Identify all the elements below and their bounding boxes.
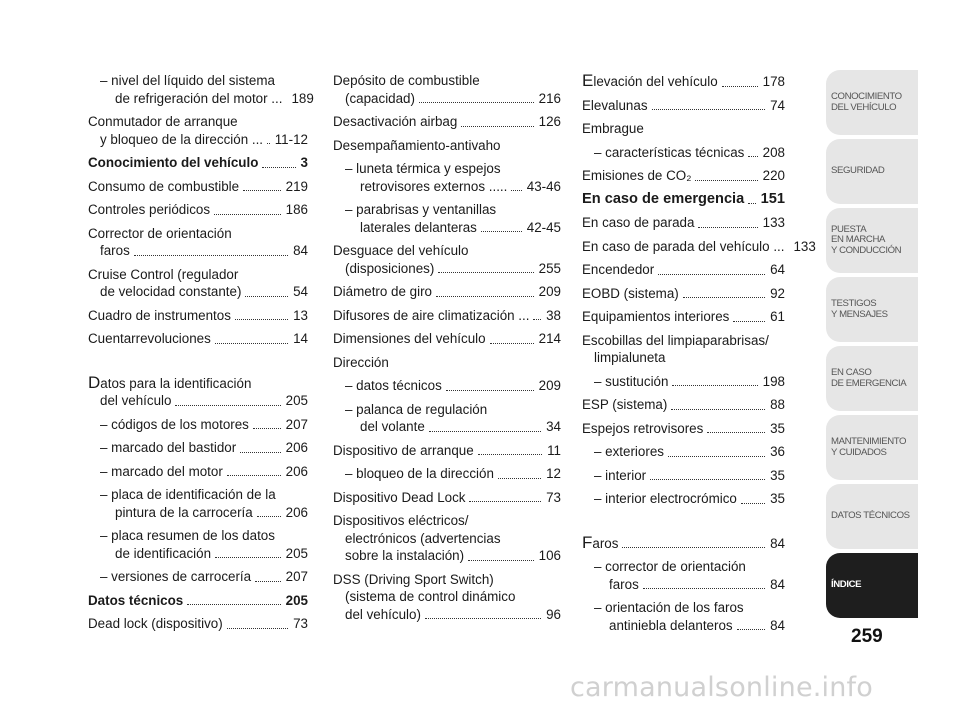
page-ref: 255 bbox=[538, 260, 561, 276]
entry-text: Datos para la identificación bbox=[88, 372, 252, 392]
tab-label: Y MENSAJES bbox=[831, 308, 888, 320]
index-entry bbox=[333, 489, 561, 507]
entry-text: Depósito de combustible bbox=[333, 73, 480, 88]
entry-text: (disposiciones) bbox=[345, 260, 435, 276]
entry-text: – bloqueo de la dirección bbox=[345, 466, 494, 481]
entry-text: Dispositivo Dead Lock bbox=[333, 489, 466, 505]
tab-label: Y CONDUCCIÓN bbox=[831, 244, 902, 256]
page-ref: 208 bbox=[762, 144, 785, 160]
index-entry bbox=[333, 330, 561, 348]
dot-leader bbox=[478, 454, 542, 455]
index-entry bbox=[333, 160, 561, 195]
dot-leader bbox=[215, 557, 281, 558]
page-ref: 126 bbox=[538, 114, 561, 129]
index-entry bbox=[333, 283, 561, 301]
dot-leader bbox=[134, 255, 288, 256]
page-ref: 38 bbox=[546, 307, 561, 323]
entry-text: Espejos retrovisores bbox=[582, 420, 704, 436]
dot-leader bbox=[262, 167, 295, 168]
page-ref: 92 bbox=[770, 285, 785, 301]
index-entry bbox=[582, 443, 785, 461]
entry-text: y bloqueo de la dirección ... bbox=[100, 131, 264, 147]
page-ref: 220 bbox=[762, 168, 785, 183]
page-ref: 219 bbox=[285, 178, 308, 194]
entry-text: ESP (sistema) bbox=[582, 397, 668, 412]
dot-leader bbox=[671, 409, 765, 410]
index-entry bbox=[582, 420, 785, 438]
index-entry bbox=[88, 201, 308, 219]
page-ref: 11 bbox=[547, 442, 561, 458]
dot-leader bbox=[243, 190, 281, 191]
entry-text: Cruise Control (regulador bbox=[88, 266, 239, 282]
index-entry bbox=[333, 465, 561, 483]
index-entry bbox=[582, 72, 785, 91]
index-entry bbox=[333, 354, 561, 372]
index-entry bbox=[88, 225, 308, 260]
index-entry bbox=[333, 512, 561, 565]
entry-text: – luneta térmica y espejos bbox=[345, 161, 501, 176]
entry-text: Difusores de aire climatización ... bbox=[333, 307, 530, 323]
page-ref: 133 bbox=[762, 215, 785, 230]
section-gap bbox=[88, 354, 308, 374]
page-ref: 216 bbox=[538, 90, 561, 106]
index-entry bbox=[88, 592, 308, 610]
dot-leader bbox=[227, 475, 281, 476]
entry-text: – placa de identificación de la bbox=[100, 487, 276, 502]
page-ref: 54 bbox=[293, 284, 308, 299]
entry-text: En caso de parada del vehículo ... bbox=[582, 238, 785, 254]
dot-leader bbox=[695, 180, 757, 181]
dot-leader bbox=[235, 319, 288, 320]
dot-leader bbox=[748, 156, 757, 157]
index-entry bbox=[88, 486, 308, 521]
page-ref: 61 bbox=[770, 309, 785, 324]
tab-label: TESTIGOS bbox=[831, 298, 877, 309]
tab-label: Y CUIDADOS bbox=[831, 446, 887, 458]
entry-text: – exteriores bbox=[594, 444, 664, 459]
entry-text: – parabrisas y ventanillas bbox=[345, 202, 497, 217]
entry-text: retrovisores externos ..... bbox=[360, 178, 508, 194]
index-column-1 bbox=[88, 72, 314, 639]
index-entry bbox=[333, 201, 561, 236]
dot-leader bbox=[255, 581, 281, 582]
entry-text: sobre la instalación) bbox=[345, 548, 465, 563]
tab-índice[interactable] bbox=[826, 553, 918, 618]
index-entry bbox=[88, 266, 308, 301]
dot-leader bbox=[240, 452, 280, 453]
entry-text: Elevación del vehículo bbox=[582, 71, 718, 90]
index-entry bbox=[88, 416, 308, 434]
watermark: carmanualsonline.info bbox=[570, 672, 873, 703]
entry-text: – datos técnicos bbox=[345, 378, 442, 393]
page-ref: 178 bbox=[762, 74, 785, 89]
dot-leader bbox=[722, 86, 758, 87]
dot-leader bbox=[187, 604, 280, 605]
dot-leader bbox=[643, 588, 765, 589]
entry-text: – versiones de carrocería bbox=[100, 569, 252, 584]
entry-text: Desempañamiento-antivaho bbox=[333, 137, 501, 153]
page-ref: 207 bbox=[285, 569, 308, 584]
entry-text: de refrigeración del motor ... bbox=[115, 90, 283, 106]
dot-leader bbox=[446, 390, 534, 391]
index-entry bbox=[88, 463, 308, 481]
page-ref: 36 bbox=[770, 444, 785, 459]
dot-leader bbox=[748, 203, 755, 204]
page-ref: 205 bbox=[285, 592, 308, 608]
tab-seguridad[interactable] bbox=[826, 139, 918, 204]
page-ref: 205 bbox=[285, 393, 308, 408]
dot-leader bbox=[698, 227, 757, 228]
dot-leader bbox=[533, 319, 541, 320]
entry-text: Cuadro de instrumentos bbox=[88, 307, 231, 323]
dot-leader bbox=[481, 231, 522, 232]
page-ref: 35 bbox=[770, 491, 785, 506]
index-entry bbox=[88, 527, 308, 562]
index-entry bbox=[582, 308, 785, 326]
index-entry bbox=[88, 113, 308, 148]
index-entry bbox=[582, 558, 785, 593]
index-entry bbox=[333, 401, 561, 436]
index-entry bbox=[333, 571, 561, 624]
page-ref: 84 bbox=[293, 243, 308, 258]
entry-text: del volante bbox=[360, 419, 425, 434]
entry-text: – nivel del líquido del sistema bbox=[100, 73, 275, 88]
index-entry bbox=[582, 490, 785, 508]
dot-leader bbox=[650, 479, 765, 480]
page-ref: 84 bbox=[770, 576, 785, 592]
entry-text: EOBD (sistema) bbox=[582, 285, 679, 301]
entry-text: Datos técnicos bbox=[88, 592, 184, 608]
index-entry bbox=[88, 615, 308, 633]
page-ref: 3 bbox=[300, 155, 308, 170]
index-column-3 bbox=[582, 71, 816, 640]
entry-text: faros bbox=[100, 243, 130, 258]
entry-text: faros bbox=[609, 576, 639, 592]
entry-text: Embrague bbox=[582, 121, 644, 136]
index-entry bbox=[88, 568, 308, 586]
page-ref: 84 bbox=[770, 617, 785, 633]
entry-text: Dead lock (dispositivo) bbox=[88, 616, 223, 631]
entry-text: de velocidad constante) bbox=[100, 284, 242, 299]
dot-leader bbox=[245, 296, 288, 297]
tab-puesta-en-marcha-y-conducción[interactable] bbox=[826, 208, 918, 273]
page-ref: 11-12 bbox=[274, 131, 308, 147]
section-gap bbox=[582, 514, 785, 534]
dot-leader bbox=[741, 503, 765, 504]
entry-text: – interior bbox=[594, 467, 647, 483]
dot-leader bbox=[469, 501, 541, 502]
index-entry bbox=[88, 307, 308, 325]
page-ref: 42-45 bbox=[526, 219, 561, 235]
tab-label: DE EMERGENCIA bbox=[831, 377, 907, 389]
page-ref: 106 bbox=[538, 548, 561, 563]
index-entry bbox=[333, 113, 561, 131]
index-entry bbox=[582, 467, 785, 485]
index-entry bbox=[333, 377, 561, 395]
index-entry bbox=[88, 439, 308, 457]
dot-leader bbox=[227, 628, 288, 629]
entry-text: Desactivación airbag bbox=[333, 114, 458, 129]
index-entry bbox=[88, 154, 308, 172]
dot-leader bbox=[511, 190, 521, 191]
tab-label: EN CASO bbox=[831, 367, 872, 378]
index-entry bbox=[333, 72, 561, 107]
index-entry bbox=[582, 144, 785, 162]
entry-text: Escobillas del limpiaparabrisas/ bbox=[582, 332, 769, 348]
page-ref: 133 bbox=[793, 238, 816, 254]
page-ref: 13 bbox=[293, 307, 308, 323]
entry-text: Elevalunas bbox=[582, 97, 648, 113]
index-column-2 bbox=[333, 72, 561, 629]
entry-text: En caso de emergencia bbox=[582, 190, 745, 207]
page-ref: 151 bbox=[760, 190, 785, 207]
entry-text: Corrector de orientación bbox=[88, 225, 232, 241]
dot-leader bbox=[436, 296, 534, 297]
tab-label: MANTENIMIENTO bbox=[831, 436, 907, 447]
index-entry bbox=[88, 178, 308, 196]
page-ref: 88 bbox=[770, 397, 785, 412]
entry-text: – marcado del motor bbox=[100, 463, 223, 479]
page-ref: 43-46 bbox=[526, 178, 561, 194]
index-entry bbox=[88, 374, 308, 410]
index-entry bbox=[582, 191, 785, 209]
entry-text: Encendedor bbox=[582, 262, 655, 277]
dot-leader bbox=[683, 297, 765, 298]
dot-leader bbox=[267, 143, 270, 144]
dot-leader bbox=[438, 272, 533, 273]
page-ref: 186 bbox=[285, 202, 308, 217]
dot-leader bbox=[668, 456, 765, 457]
entry-text: Dimensiones del vehículo bbox=[333, 331, 486, 346]
index-entry bbox=[582, 285, 785, 303]
dot-leader bbox=[175, 405, 280, 406]
page-ref: 84 bbox=[770, 535, 785, 551]
dot-leader bbox=[253, 428, 281, 429]
entry-text: limpialuneta bbox=[594, 350, 666, 365]
index-entry bbox=[582, 534, 785, 553]
index-entry bbox=[582, 599, 785, 634]
page-number: 259 bbox=[851, 626, 883, 647]
entry-text: electrónicos (advertencias bbox=[345, 530, 501, 546]
page-ref: 206 bbox=[285, 463, 308, 479]
entry-text: laterales delanteras bbox=[360, 219, 477, 235]
entry-text: Cuentarrevoluciones bbox=[88, 331, 211, 346]
dot-leader bbox=[498, 478, 541, 479]
page-ref: 35 bbox=[770, 420, 785, 436]
entry-text: Desguace del vehículo bbox=[333, 243, 469, 258]
dot-leader bbox=[490, 343, 534, 344]
dot-leader bbox=[468, 560, 534, 561]
entry-text: Conocimiento del vehículo bbox=[88, 155, 259, 170]
index-entry bbox=[333, 137, 561, 155]
dot-leader bbox=[707, 432, 765, 433]
entry-text: – características técnicas bbox=[594, 144, 745, 160]
section-tabs bbox=[826, 70, 918, 622]
entry-text: – palanca de regulación bbox=[345, 401, 488, 417]
entry-text: Dispositivos eléctricos/ bbox=[333, 513, 469, 528]
page-ref: 35 bbox=[770, 467, 785, 483]
entry-text: – placa resumen de los datos bbox=[100, 528, 275, 543]
dot-leader bbox=[737, 629, 766, 630]
index-entry bbox=[582, 214, 785, 232]
tab-label: CONOCIMIENTO bbox=[831, 91, 902, 102]
tab-datos-técnicos[interactable] bbox=[826, 484, 918, 549]
index-entry bbox=[582, 396, 785, 414]
page-ref: 12 bbox=[546, 466, 561, 481]
dot-leader bbox=[425, 618, 541, 619]
entry-text: pintura de la carrocería bbox=[115, 504, 253, 520]
page-ref: 14 bbox=[293, 331, 308, 346]
index-entry bbox=[582, 120, 785, 138]
entry-text: – interior electrocrómico bbox=[594, 491, 737, 506]
entry-text: – sustitución bbox=[594, 373, 669, 389]
entry-text: del vehículo) bbox=[345, 606, 421, 622]
page-ref: 189 bbox=[291, 90, 314, 106]
entry-text: Consumo de combustible bbox=[88, 178, 240, 194]
entry-text: Dispositivo de arranque bbox=[333, 442, 474, 458]
index-entry bbox=[333, 442, 561, 460]
index-entry bbox=[88, 72, 314, 107]
index-entry bbox=[88, 330, 308, 348]
entry-text: Dirección bbox=[333, 354, 389, 370]
index-entry bbox=[582, 167, 785, 185]
entry-text: del vehículo bbox=[100, 393, 172, 408]
page-ref: 64 bbox=[770, 262, 785, 277]
page-ref: 198 bbox=[762, 373, 785, 389]
tab-mantenimiento-y-cuidados[interactable] bbox=[826, 415, 918, 480]
index-entry bbox=[333, 242, 561, 277]
dot-leader bbox=[419, 102, 534, 103]
entry-text: – orientación de los faros bbox=[594, 600, 744, 615]
dot-leader bbox=[733, 321, 765, 322]
dot-leader bbox=[672, 385, 757, 386]
page-ref: 74 bbox=[770, 97, 785, 113]
page-ref: 205 bbox=[285, 545, 308, 561]
tab-label: DEL VEHÍCULO bbox=[831, 101, 897, 113]
tab-en-caso-de-emergencia[interactable] bbox=[826, 346, 918, 411]
entry-text: – códigos de los motores bbox=[100, 416, 249, 432]
tab-label: ÍNDICE bbox=[831, 579, 862, 591]
entry-text: Diámetro de giro bbox=[333, 284, 432, 299]
index-entry bbox=[582, 373, 785, 391]
dot-leader bbox=[215, 343, 288, 344]
tab-label: EN MARCHA bbox=[831, 234, 885, 246]
index-entry bbox=[582, 97, 785, 115]
page-ref: 73 bbox=[293, 616, 308, 631]
page-ref: 34 bbox=[546, 419, 561, 434]
tab-label: DATOS TÉCNICOS bbox=[831, 510, 910, 522]
entry-text: Faros bbox=[582, 532, 619, 552]
tab-label: SEGURIDAD bbox=[831, 165, 885, 177]
tab-conocimiento-del-vehículo[interactable] bbox=[826, 70, 918, 135]
entry-text: DSS (Driving Sport Switch) bbox=[333, 571, 494, 587]
entry-text: Conmutador de arranque bbox=[88, 114, 238, 129]
dot-leader bbox=[214, 214, 281, 215]
entry-text: – corrector de orientación bbox=[594, 559, 746, 574]
entry-text: de identificación bbox=[115, 545, 212, 561]
page-ref: 209 bbox=[538, 378, 561, 393]
index-entry bbox=[333, 307, 561, 325]
dot-leader bbox=[658, 274, 765, 275]
page-ref: 214 bbox=[538, 331, 561, 346]
entry-text: Emisiones de CO₂ bbox=[582, 168, 692, 183]
tab-testigos-y-mensajes[interactable] bbox=[826, 277, 918, 342]
entry-text: (capacidad) bbox=[345, 90, 415, 106]
page-ref: 73 bbox=[546, 489, 561, 505]
dot-leader bbox=[652, 109, 766, 110]
page-ref: 209 bbox=[538, 284, 561, 299]
entry-text: Equipamientos interiores bbox=[582, 309, 730, 324]
entry-text: (sistema de control dinámico bbox=[345, 589, 516, 604]
page-ref: 96 bbox=[546, 606, 561, 622]
dot-leader bbox=[257, 516, 281, 517]
page-ref: 206 bbox=[285, 440, 308, 455]
page-ref: 207 bbox=[285, 416, 308, 432]
dot-leader bbox=[461, 126, 533, 127]
entry-text: En caso de parada bbox=[582, 215, 695, 230]
entry-text: antiniebla delanteros bbox=[609, 617, 733, 633]
entry-text: – marcado del bastidor bbox=[100, 440, 237, 455]
dot-leader bbox=[429, 431, 541, 432]
index-entry bbox=[582, 238, 816, 256]
entry-text: Controles periódicos bbox=[88, 202, 211, 217]
dot-leader bbox=[622, 547, 765, 548]
tab-label: PUESTA bbox=[831, 223, 867, 235]
index-entry bbox=[582, 261, 785, 279]
page-ref: 206 bbox=[285, 504, 308, 520]
index-entry bbox=[582, 332, 785, 367]
